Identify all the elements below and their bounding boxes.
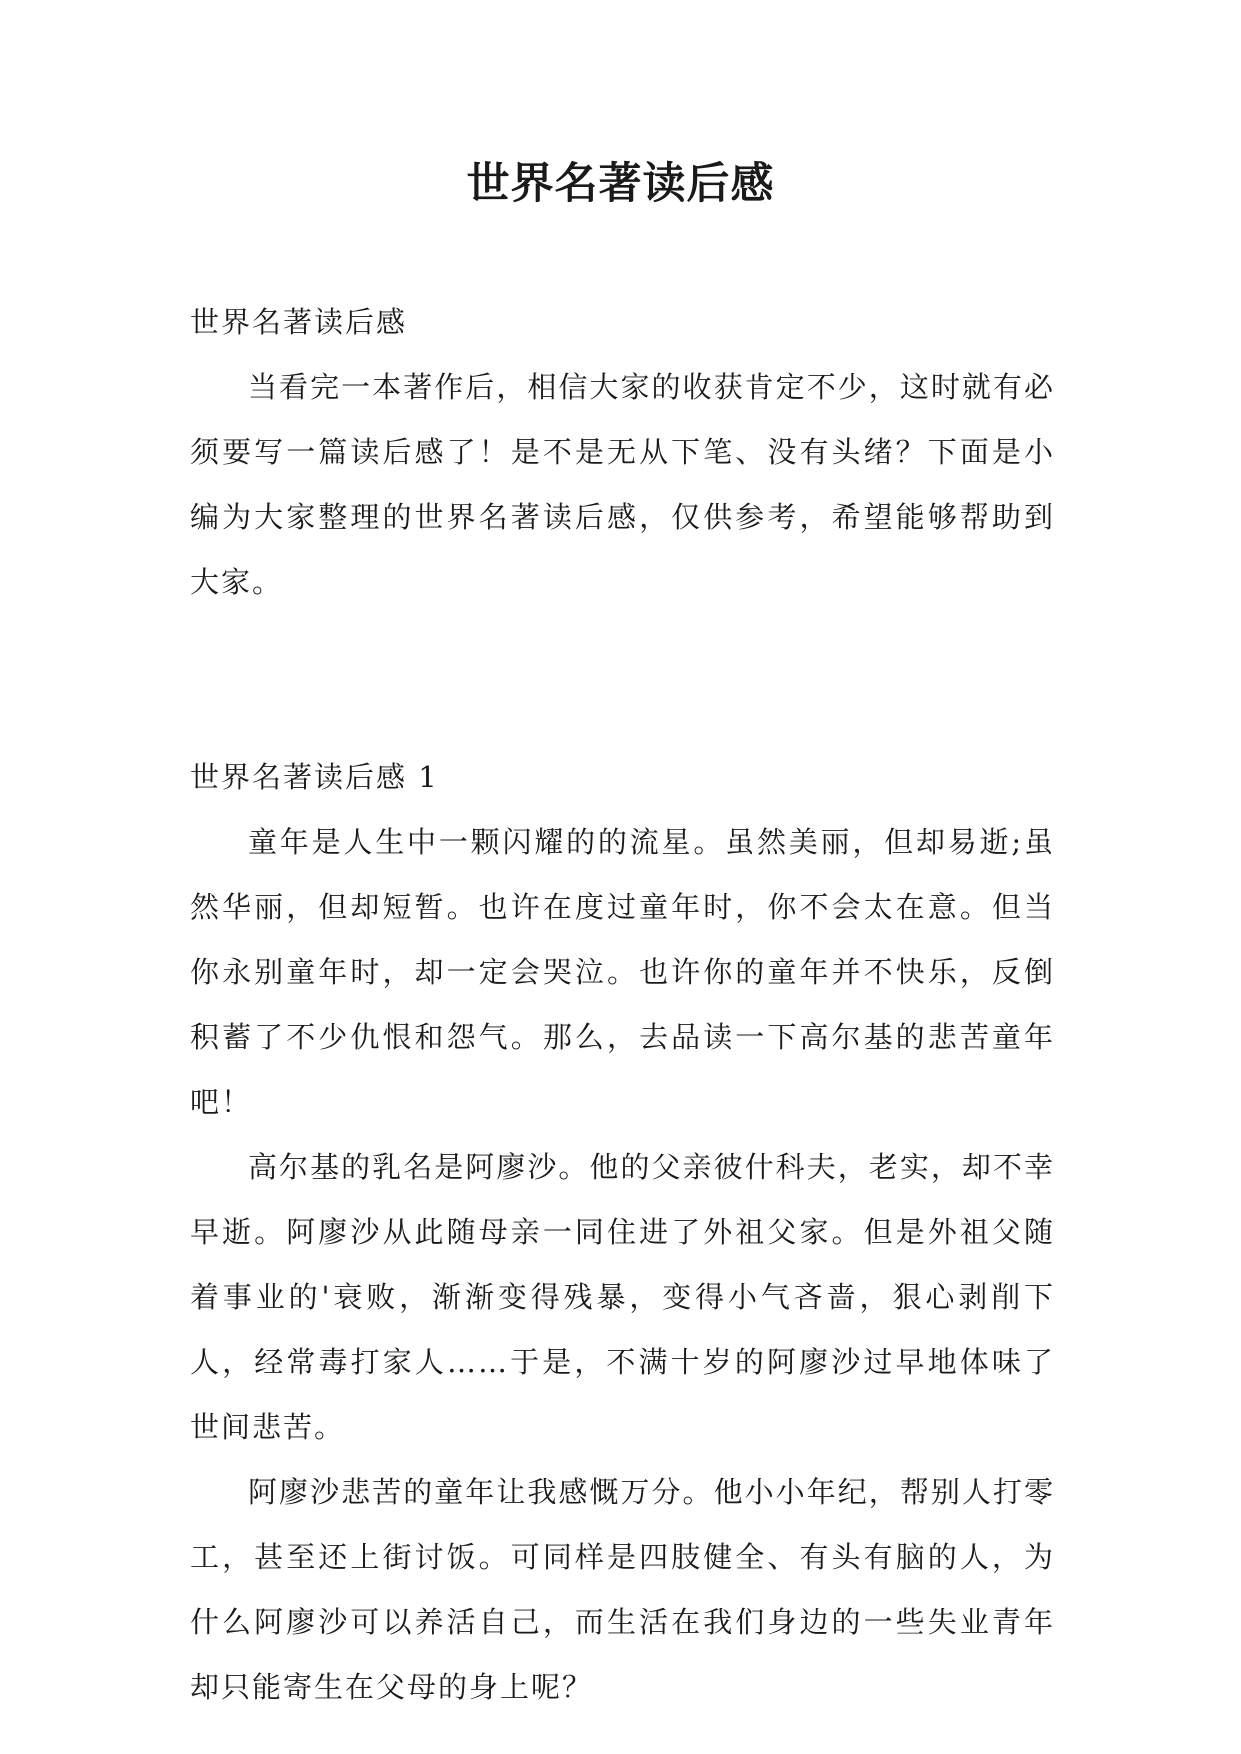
document-body: [190, 290, 1055, 1720]
section-spacer: [190, 615, 1055, 745]
section-1-paragraph: 童年是人生中一颗闪耀的的流星。虽然美丽，但却易逝;虽然华丽，但却短暂。也许在度过童年时，你不会太在意。但当你永别童年时，却一定会哭泣。也许你的童年并不快乐，反倒积蓄了不少仇恨和怨气。那么，去品读一下高尔基的悲苦童年吧！: [190, 825, 1055, 1119]
section-1-heading: 世界名著读后感 1: [190, 760, 439, 794]
section-1-paragraph: 阿廖沙悲苦的童年让我感慨万分。他小小年纪，帮别人打零工，甚至还上街讨饭。可同样是四肢健全、有头有脑的人，为什么阿廖沙可以养活自己，而生活在我们身边的一些失业青年却只能寄生在父母的身上呢？: [190, 1475, 1055, 1704]
intro-paragraph: 当看完一本著作后，相信大家的收获肯定不少，这时就有必须要写一篇读后感了！是不是无从下笔、没有头绪？下面是小编为大家整理的世界名著读后感，仅供参考，希望能够帮助到大家。: [190, 370, 1055, 599]
document-title: 世界名著读后感: [466, 159, 775, 209]
section-1-paragraph: 高尔基的乳名是阿廖沙。他的父亲彼什科夫，老实，却不幸早逝。阿廖沙从此随母亲一同住进了外祖父家。但是外祖父随着事业的'衰败，渐渐变得残暴，变得小气吝啬，狠心剥削下人，经常毒打家人……于是，不满十岁的阿廖沙过早地体味了世间悲苦。: [190, 1150, 1055, 1444]
intro-heading: 世界名著读后感: [190, 305, 408, 339]
